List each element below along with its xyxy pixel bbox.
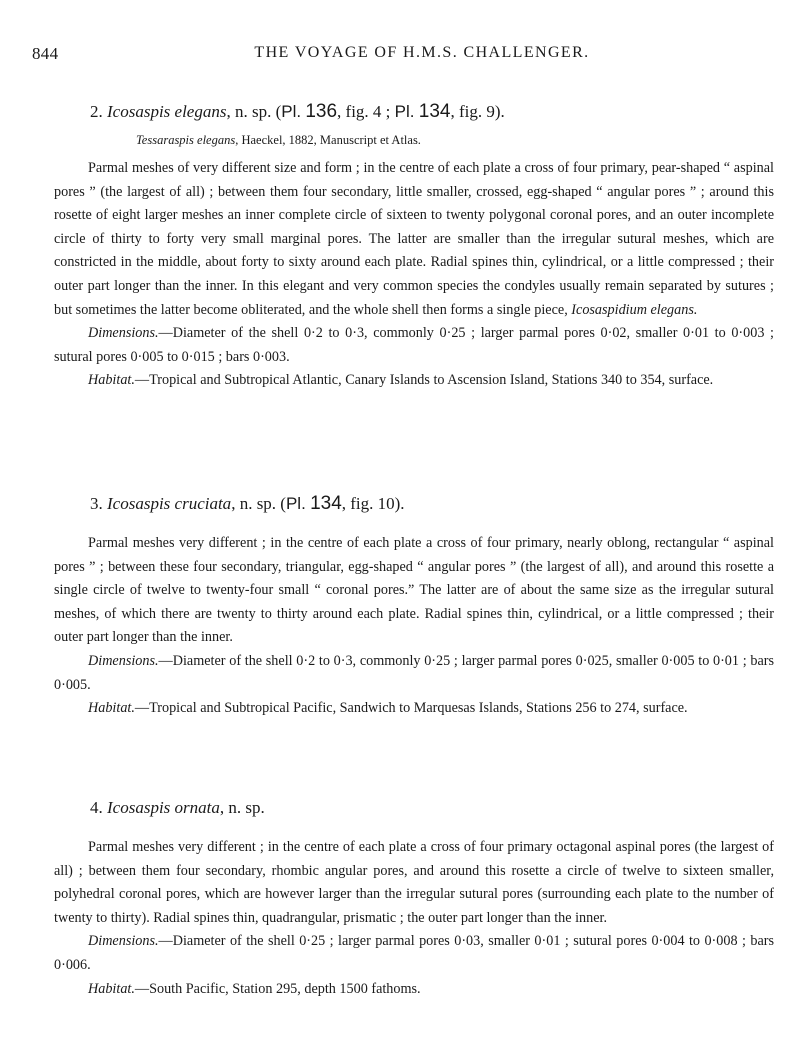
species-entry-4 xyxy=(54,798,774,1001)
synonym-name: Tessaraspis elegans xyxy=(136,133,236,147)
habitat-label: Habitat. xyxy=(88,980,135,997)
plate-number-2: 134 xyxy=(418,101,451,122)
synonym-citation: , Haeckel, 1882, Manuscript et Atlas. xyxy=(235,133,421,147)
species-entry-3 xyxy=(54,493,774,721)
description-paragraph: Parmal meshes very different ; in the centre of each plate a cross of four primary octagonal aspinal pores (the largest of all) ; between them four secondary, rhombic angular pores, and around this rosette a circle of twelve to sixteen smaller, polyhedral coronal pores, which are however larger than the irregular sutural pores (surrounding each plate to the number of twenty to thirty). Radial spines thin, quadrangular, prismatic ; the outer part longer than the inner. xyxy=(54,839,774,926)
habitat-label: Habitat. xyxy=(88,372,135,389)
dimensions-text: —Diameter of the shell 0·2 to 0·3, commonly 0·25 ; larger parmal pores 0·025, smaller 0·005 to 0·01 ; bars 0·005. xyxy=(54,652,774,693)
synonym-line xyxy=(136,133,774,148)
dimensions-text: —Diameter of the shell 0·25 ; larger parmal pores 0·03, smaller 0·01 ; sutural pores 0·004 to 0·008 ; bars 0·006. xyxy=(54,933,774,973)
habitat-label: Habitat. xyxy=(88,700,135,717)
figure-ref: , fig. 4 ; xyxy=(337,102,391,121)
plate-label: Pl. xyxy=(281,102,302,121)
running-title: THE VOYAGE OF H.M.S. CHALLENGER. xyxy=(254,44,590,61)
dimensions-label: Dimensions. xyxy=(88,933,159,950)
habitat-text: —Tropical and Subtropical Pacific, Sandwich to Marquesas Islands, Stations 256 to 274, surface. xyxy=(134,700,688,717)
species-number: 2. xyxy=(90,102,103,121)
species-name: Icosaspis cruciata xyxy=(107,494,232,513)
figure-ref: , fig. 10). xyxy=(341,494,405,513)
description-text: Parmal meshes of very different size and form ; in the centre of each plate a cross of four primary, pear-shaped “ aspinal pores ” (the largest of all) ; between them four secondary, little smaller, crossed, egg-shaped “ angular pores ” ; around this rosette of eight larger meshes an inner complete circle of sixteen to twenty polygonal coronal pores, and an outer incomplete circle of thirty to forty very small marginal pores. The latter are smaller than the irregular sutural meshes, which are constricted in the middle, about forty to sixty around each plate. Radial spines thin, cylindrical, or a little compressed ; their outer part longer than the inner. In this elegant and very common species the condyles usually remain separated by sutures ; but sometimes the latter become obliterated, and the whole shell then forms a single piece, xyxy=(54,160,774,318)
species-rank: , n. sp. ( xyxy=(226,102,282,121)
habitat-text: —South Pacific, Station 295, depth 1500 fathoms. xyxy=(134,980,421,997)
dimensions-paragraph xyxy=(54,650,774,697)
species-heading xyxy=(90,493,774,515)
plate-label: Pl. xyxy=(285,494,306,513)
dimensions-paragraph xyxy=(54,930,774,977)
dimensions-label: Dimensions. xyxy=(88,325,159,342)
plate-number: 136 xyxy=(305,101,338,122)
plate-label-2: Pl. xyxy=(394,102,415,121)
species-heading xyxy=(90,798,774,818)
species-heading xyxy=(90,101,774,123)
dimensions-text: —Diameter of the shell 0·2 to 0·3, commonly 0·25 ; larger parmal pores 0·02, smaller 0·01 to 0·003 ; sutural pores 0·005 to 0·015 ; bars 0·003. xyxy=(54,325,774,365)
species-name: Icosaspis ornata xyxy=(107,798,220,817)
species-rank: , n. sp. ( xyxy=(231,494,286,513)
species-rank: , n. sp. xyxy=(219,798,265,817)
species-name: Icosaspis elegans xyxy=(107,102,227,121)
species-entry-2 xyxy=(54,101,774,393)
habitat-paragraph xyxy=(54,369,774,393)
habitat-paragraph xyxy=(54,978,774,1002)
description-italic-name: Icosaspidium elegans. xyxy=(571,301,698,318)
running-header xyxy=(32,44,772,68)
description-paragraph: Parmal meshes very different ; in the centre of each plate a cross of four primary, nearly oblong, rectangular “ aspinal pores ” ; between these four secondary, triangular, egg-shaped “ angular pores ” (the largest of all), and around this rosette a single circle of twelve to twenty-four small “ coronal pores.” The latter are of about the same size as the irregular sutural meshes, of which there are twenty to thirty around each plate. Radial spines thin, cylindrical, or a little compressed ; their outer part longer than the inner. xyxy=(54,535,774,646)
figure-ref-2: , fig. 9). xyxy=(450,102,505,121)
plate-number: 134 xyxy=(310,493,342,514)
species-number: 4. xyxy=(90,798,103,817)
habitat-text: —Tropical and Subtropical Atlantic, Canary Islands to Ascension Island, Stations 340 to 354, surface. xyxy=(134,372,714,389)
dimensions-paragraph xyxy=(54,322,774,369)
description-paragraph xyxy=(54,157,774,322)
species-number: 3. xyxy=(90,494,103,513)
habitat-paragraph xyxy=(54,697,774,721)
page-number: 844 xyxy=(32,44,59,63)
dimensions-label: Dimensions. xyxy=(88,652,159,669)
